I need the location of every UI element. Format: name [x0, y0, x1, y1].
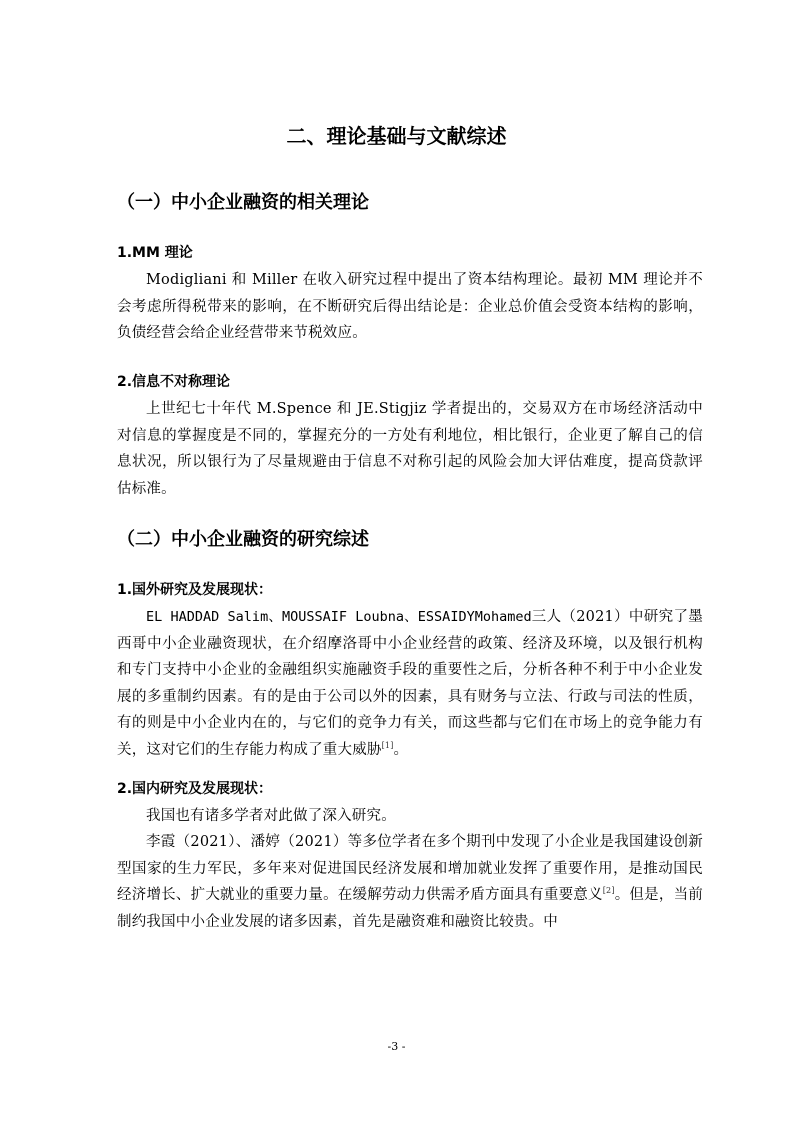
subsection-title-mm-theory: 1.MM 理论	[117, 245, 193, 261]
section-title-literature-review: （二）中小企业融资的研究综述	[117, 529, 369, 550]
paragraph-domestic-research	[117, 829, 703, 935]
paragraph-foreign-research-end: 。	[393, 741, 409, 758]
paragraph-domestic-intro: 我国也有诸多学者对此做了深入研究。	[146, 808, 396, 824]
subsection-title-domestic-research: 2.国内研究及发展现状：	[117, 781, 273, 797]
paragraph-domestic-research-text: 李霞（2021）、潘婷（2021）等多位学者在多个期刊中发现了小企业是我国建设创新型国家的生力军民，多年来对促进国民经济发展和增加就业发挥了重要作用，是推动国民经济增长、扩大就业的重要力量。在缓解劳动力供需矛盾方面具有重要意义	[117, 834, 703, 904]
citation-ref-1[interactable]: [1]	[381, 741, 394, 751]
section-title-theory: （一）中小企业融资的相关理论	[117, 192, 369, 213]
paragraph-information-asymmetry: 上世纪七十年代 M.Spence 和 JE.Stigjiz 学者提出的，交易双方在市场经济活动中对信息的掌握度是不同的，掌握充分的一方处有利地位，相比银行，企业更了解自己的信息状况，所以银行为了尽量规避由于信息不对称引起的风险会加大评估难度，提高贷款评估标准。	[117, 401, 703, 497]
subsection-title-foreign-research: 1.国外研究及发展现状：	[117, 582, 273, 598]
citation-ref-2[interactable]: [2]	[602, 886, 615, 896]
paragraph-mm-theory: Modigliani 和 Miller 在收入研究过程中提出了资本结构理论。最初 MM 理论并不会考虑所得税带来的影响，在不断研究后得出结论是：企业总价值会受资本结构的影响，负债经营会给企业经营带来节税效应。	[117, 272, 703, 342]
chapter-title: 二、理论基础与文献综述	[286, 124, 507, 148]
subsection-title-information-asymmetry: 2.信息不对称理论	[117, 374, 231, 390]
paragraph-foreign-research	[117, 604, 703, 764]
page-number: -3 -	[387, 1040, 406, 1053]
author-names: EL HADDAD Salim、MOUSSAIF Loubna、ESSAIDYMohamed	[146, 609, 532, 625]
paragraph-foreign-research-text: 三人（2021）中研究了墨西哥中小企业融资现状，在介绍摩洛哥中小企业经营的政策、经济及环境，以及银行机构和专门支持中小企业的金融组织实施融资手段的重要性之后，分析各种不利于中小企业发展的多重制约因素。有的是由于公司以外的因素，具有财务与立法、行政与司法的性质，有的则是中小企业内在的，与它们的竞争力有关，而这些都与它们在市场上的竞争能力有关，这对它们的生存能力构成了重大威胁	[117, 609, 703, 758]
paragraph-domestic-research-end: 。但是，当前制约我国中小企业发展的诸多因素，首先是融资难和融资比较贵。中	[117, 887, 703, 930]
